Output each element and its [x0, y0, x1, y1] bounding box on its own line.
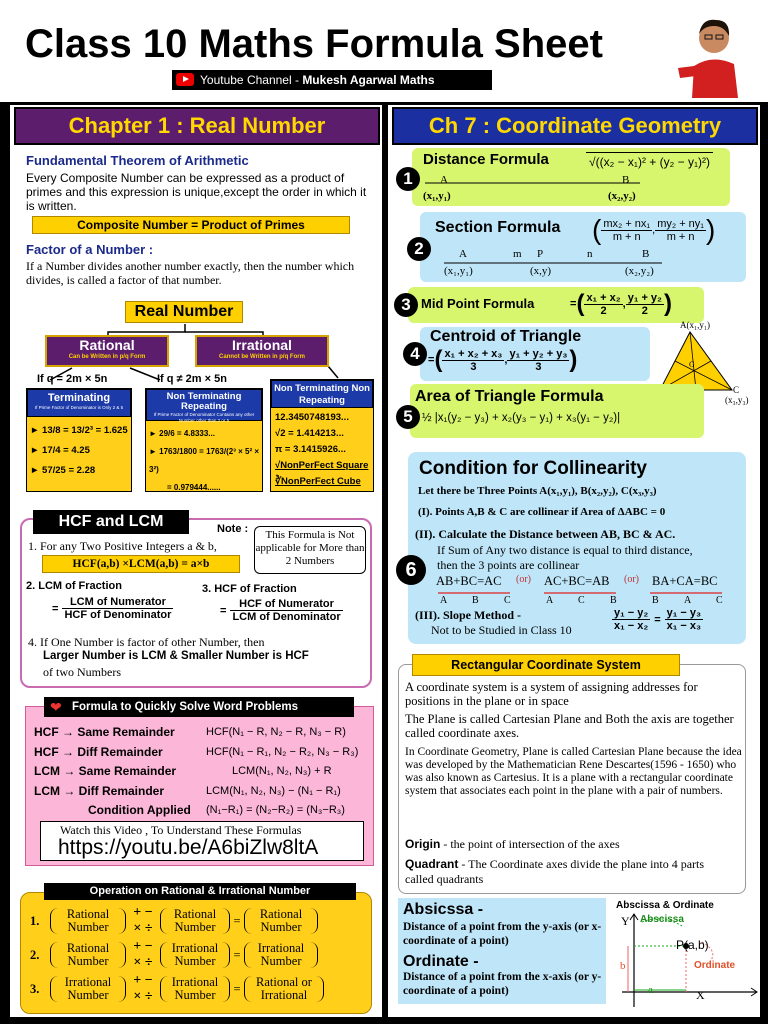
word-row-formula: HCF(N₁ − R₁, N₂ − R₂, N₃ − R₃)	[206, 745, 359, 758]
ntnr-ex: √2 = 1.414213...	[275, 428, 344, 439]
video-link[interactable]: https://youtu.be/A6biZlw8ltA	[58, 836, 319, 859]
terminating-sub: If Prime Factor of Denominator is Only 2 & 5	[34, 405, 124, 410]
collinearity-intro: Let there be Three Points A(x₁,y₁), B(x₂,y₂), C(x₃,y₃)	[418, 485, 657, 497]
section-a-coord: (x₁,y₁)	[444, 265, 473, 277]
word-row	[34, 801, 374, 821]
youtube-channel-bar[interactable]	[172, 70, 492, 90]
rational-label: Rational	[79, 337, 135, 353]
op-b: Irrational Number	[160, 976, 230, 1002]
triangle-a-label: A(x₁,y₁)	[680, 320, 711, 330]
terminating-label: Terminating	[47, 392, 111, 404]
number-badge-2: 2	[407, 237, 431, 261]
rect-p2: The Plane is called Cartesian Plane and Both the axis are together called coordinate axes.	[405, 712, 734, 740]
hcf-lcm-title: HCF and LCM	[33, 510, 189, 534]
colin-letter: B	[652, 595, 659, 606]
origin-text: - the point of intersection of the axes	[440, 837, 620, 851]
colin-eq1: AB+BC=AC	[436, 574, 502, 588]
quadrant-text: - The Coordinate axes divide the plane into 4 parts called quadrants	[405, 857, 705, 886]
hcf-den: LCM of Denominator	[232, 611, 341, 623]
hcf-point-1: 1. For any Two Positive Integers a & b,	[28, 539, 217, 553]
distance-title: Distance Formula	[423, 151, 549, 168]
op-b: Rational Number	[160, 908, 230, 934]
section-pt-p: P	[537, 248, 544, 260]
op-symbols: + − × ÷	[133, 939, 153, 970]
condition-label: Condition Applied	[88, 803, 191, 817]
triangle-c-coord: (x₃,y₃)	[725, 395, 749, 405]
rect-p1: A coordinate system is a system of assigning addresses for positions in the plane or in space	[405, 680, 698, 708]
distance-pt-b: B	[622, 174, 630, 186]
ao-x-label: X	[696, 988, 705, 1002]
op-symbols: + − × ÷	[133, 973, 153, 1004]
ntnr-ex: ∛NonPerFect Cube	[275, 476, 361, 487]
op-r: Rational or Irrational	[244, 976, 324, 1002]
colin-letter: C	[504, 595, 511, 606]
rect-p3: In Coordinate Geometry, Plane is called Cartesian Plane because the idea was developed by the Mathematician Rene Descartes(1596 - 1650) who was also known as Cartesius. It is a plane with a rectangular coordinate system that associates each point in the plane with a pair of numbers.	[405, 746, 742, 797]
triangle-g-label: G	[689, 360, 695, 369]
word-row-formula: HCF(N₁ − R, N₂ − R, N₃ − R)	[206, 726, 346, 738]
irrational-label: Irrational	[232, 337, 292, 353]
number-badge-3: 3	[394, 293, 418, 317]
collinearity-ii-b: then the 3 points are collinear	[437, 558, 580, 572]
origin-line	[405, 837, 745, 852]
note-box: This Formula is Not applicable for More than 2 Numbers	[254, 526, 366, 574]
term-example: ► 13/8 = 13/2³ = 1.625	[30, 425, 128, 436]
section-formula: ( $\frac{\text{mx₂ + nx₁}}{m + n}$ , $\frac{\text{my₂ + ny₁}}{m + n}$ )	[592, 214, 716, 245]
ao-abscissa-label: Abscissa	[640, 914, 684, 925]
ntr-example: ► 29/6 = 4.8333...	[149, 429, 215, 438]
colin-letter: C	[716, 595, 723, 606]
irrational-box	[195, 335, 329, 367]
section-p-coord: (x,y)	[530, 265, 552, 277]
quadrant-label: Quadrant	[405, 857, 459, 871]
heart-icon: ❤	[50, 699, 62, 715]
word-row	[34, 762, 374, 782]
ntnr-ex: 12.3450748193...	[275, 412, 349, 423]
quadrant-line	[405, 857, 725, 887]
op-symbols: + − × ÷	[133, 905, 153, 936]
rational-box	[45, 335, 169, 367]
point-4b: Larger Number is LCM & Smaller Number is HCF	[43, 650, 309, 662]
if-q-not-equal: If q ≠ 2m × 5n	[157, 373, 227, 385]
section-ratio-m: m	[513, 248, 522, 260]
op-num: 2.	[30, 947, 40, 962]
op-r: Irrational Number	[244, 942, 318, 968]
point-4a: 4. If One Number is factor of other Number, then	[28, 635, 265, 649]
op-row: 2. Rational Number + − × ÷ Irrational Number = Irrational Number	[30, 938, 370, 972]
word-row-label: HCF → Diff Remainder	[34, 744, 163, 759]
abscissa-ordinate-diagram	[612, 912, 762, 1012]
section-b-coord: (x₂,y₂)	[625, 265, 654, 277]
factor-heading: Factor of a Number :	[26, 242, 154, 257]
if-q-equal: If q = 2m × 5n	[37, 373, 108, 385]
ntr-examples	[146, 421, 262, 501]
colin-eq2: AC+BC=AB	[544, 574, 610, 588]
midpoint-title: Mid Point Formula	[421, 296, 535, 311]
colin-letter: A	[546, 595, 554, 606]
word-rows	[34, 723, 374, 821]
hcf-fraction-label: 3. HCF of Fraction	[202, 583, 297, 595]
term-ex2: 17/4 = 4.25	[42, 445, 90, 456]
number-badge-4: 4	[403, 342, 427, 366]
ao-ordinate-label: Ordinate	[694, 960, 736, 971]
chapter-7-heading: Ch 7 : Coordinate Geometry	[392, 107, 758, 145]
terminating-card	[26, 388, 132, 492]
word-row-label: LCM → Same Remainder	[34, 764, 177, 778]
word-row-label: LCM → Diff Remainder	[34, 783, 165, 798]
ao-point-label: P(a,b)	[676, 938, 709, 952]
op-a: Irrational Number	[50, 976, 126, 1002]
point-4c: of two Numbers	[43, 665, 121, 679]
hcf-num: HCF of Numerator	[230, 598, 342, 611]
number-badge-5: 5	[396, 405, 420, 429]
word-row-label: HCF → Same Remainder	[34, 725, 175, 739]
ntr-ex2: 1763/1800 = 1763/(2³ × 5² × 3²)	[149, 447, 259, 474]
hcf-fraction-formula: = $\frac{\text{HCF of Numerator}}{\text{LCM of Denominator}}$	[220, 598, 341, 623]
terminating-examples	[27, 417, 131, 485]
op-a: Rational Number	[50, 942, 126, 968]
terminating-header	[27, 389, 131, 417]
colin-letter: B	[610, 595, 617, 606]
op-num: 3.	[30, 981, 40, 996]
midpoint-formula: = ( $\frac{\text{x₁ + x₂}}{2}$ , $\frac{\text{y₁ + y₂}}{2}$ )	[570, 290, 672, 317]
ntr-example: ► 1763/1800 = 1763/(2³ × 5² × 3²)	[149, 447, 259, 474]
term-ex1: 13/8 = 13/2³ = 1.625	[42, 425, 128, 436]
section-pt-a: A	[459, 248, 467, 260]
section-ratio-n: n	[587, 248, 593, 260]
ntnr-ex: π = 3.1415926...	[275, 444, 346, 455]
colin-or: (or)	[516, 574, 531, 585]
area-title: Area of Triangle Formula	[415, 388, 604, 405]
collinearity-equations	[436, 574, 746, 589]
term-example: ► 57/25 = 2.28	[30, 465, 96, 476]
origin-label: Origin	[405, 837, 441, 851]
distance-a-coord: (x₁,y₁)	[423, 190, 451, 202]
collinearity-ii-a: If Sum of Any two distance is equal to third distance,	[437, 543, 693, 557]
op-num: 1.	[30, 913, 40, 928]
colin-eq3: BA+CA=BC	[652, 574, 718, 588]
slope-formula: $\frac{\text{y₁ − y₂}}{\text{x₁ − x₂}}$ = $\frac{\text{y₁ − y₃}}{\text{x₁ − x₃}}$	[614, 607, 702, 632]
section-pt-b: B	[642, 248, 650, 260]
ntr-ex1: 29/6 = 4.8333...	[159, 429, 215, 438]
op-a: Rational Number	[50, 908, 126, 934]
colin-letter: A	[440, 595, 448, 606]
youtube-prefix: Youtube Channel -	[200, 73, 303, 87]
lcm-den: HCF of Denominator	[64, 609, 172, 621]
colin-letter: B	[472, 595, 479, 606]
word-row	[34, 723, 374, 743]
area-formula: ½ |x₁(y₂ − y₃) + x₂(y₃ − y₁) + x₃(y₁ − y₂)|	[422, 412, 621, 424]
composite-tag: Composite Number = Product of Primes	[32, 216, 350, 234]
centroid-formula: = ( $\frac{\text{x₁ + x₂ + x₃}}{3}$ , $\frac{\text{y₁ + y₂ + y₃}}{3}$ )	[428, 346, 578, 373]
collinearity-iii-b: Not to be Studied in Class 10	[431, 623, 572, 637]
factor-text: If a Number divides another number exactly, then the number which divides, is called a factor of that number.	[26, 259, 355, 287]
ntr-header	[146, 389, 262, 421]
rational-sub: Can be Written in p/q Form	[68, 354, 146, 360]
word-row	[34, 743, 374, 763]
collinearity-i: (I). Points A,B & C are collinear if Area of ΔABC = 0	[418, 506, 666, 518]
number-badge-6: 6	[396, 555, 426, 585]
word-row	[34, 782, 374, 802]
collinearity-ii: (II). Calculate the Distance between AB, BC & AC.	[415, 527, 676, 541]
watch-text: Watch this Video , To Understand These Formulas	[60, 823, 302, 837]
condition-formula: (N₁−R₁) = (N₂−R₂) = (N₃−R₃)	[206, 804, 345, 816]
irrational-sub: Cannot be Written in p/q Form	[219, 354, 305, 360]
rect-title: Rectangular Coordinate System	[412, 654, 680, 676]
ntr-sub: If Prime Factor of Denominator Contains any other Number other than 2 or 5	[153, 412, 255, 423]
ao-y-label: Y	[621, 914, 630, 928]
ordinate-title: Ordinate -	[403, 953, 479, 970]
ao-title: Abscissa & Ordinate	[616, 900, 714, 911]
word-row-formula: LCM(N₁, N₂, N₃) − (N₁ − R₁)	[206, 784, 341, 797]
operations-title: Operation on Rational & Irrational Number	[44, 883, 356, 900]
term-example: ► 17/4 = 4.25	[30, 445, 90, 456]
ntr-example: = 0.979444......	[167, 483, 221, 492]
op-r: Rational Number	[244, 908, 318, 934]
op-row: 1. Rational Number + − × ÷ Rational Number = Rational Number	[30, 904, 370, 938]
youtube-icon	[176, 73, 194, 86]
collinearity-title: Condition for Collinearity	[419, 458, 647, 479]
centroid-title: Centroid of Triangle	[430, 328, 582, 345]
number-badge-1: 1	[396, 167, 420, 191]
ordinate-text: Distance of a point from the x-axis (or y-coordinate of a point)	[403, 971, 602, 997]
op-b: Irrational Number	[160, 942, 230, 968]
ntnr-ex: √NonPerFect Square	[275, 460, 369, 471]
word-problem-title: Formula to Quickly Solve Word Problems	[44, 697, 354, 717]
colin-letter: C	[578, 595, 585, 606]
abscissa-text: Distance of a point from the y-axis (or x-coordinate of a point)	[403, 921, 602, 947]
colin-letter: A	[684, 595, 692, 606]
channel-name: Mukesh Agarwal Maths	[302, 73, 435, 87]
hcf-lcm-formula: HCF(a,b) ×LCM(a,b) = a×b	[42, 555, 240, 573]
distance-formula: √((x₂ − x₁)² + (y₂ − y₁)²)	[586, 152, 713, 171]
ao-b-label: b	[620, 960, 626, 972]
note-label: Note :	[217, 523, 249, 535]
chapter-1-heading: Chapter 1 : Real Number	[14, 107, 380, 145]
distance-pt-a: A	[440, 174, 448, 186]
distance-b-coord: (x₂,y₂)	[608, 190, 636, 202]
ntnr-card	[270, 379, 374, 492]
word-row-formula: LCM(N₁, N₂, N₃) + R	[232, 765, 332, 777]
fta-text: Every Composite Number can be expressed as a product of primes and this expression is unique,except the order in which it is written.	[26, 171, 367, 213]
section-title: Section Formula	[435, 219, 561, 236]
lcm-num: LCM of Numerator	[62, 596, 173, 609]
operations-rows	[30, 904, 370, 1006]
term-ex3: 57/25 = 2.28	[42, 465, 96, 476]
lcm-fraction-formula: = $\frac{\text{LCM of Numerator}}{\text{HCF of Denominator}}$	[52, 596, 172, 621]
ntr-label: Non Terminating Repeating	[166, 391, 242, 412]
op-row: 3. Irrational Number + − × ÷ Irrational Number = Rational or Irrational	[30, 972, 370, 1006]
collinearity-iii: (III). Slope Method -	[415, 608, 522, 622]
presenter-avatar	[672, 6, 754, 98]
real-number-box: Real Number	[125, 301, 243, 323]
ntr-card	[145, 388, 263, 492]
lcm-fraction-label: 2. LCM of Fraction	[26, 580, 122, 592]
ao-a-label: a	[648, 984, 653, 996]
distance-line	[420, 178, 650, 188]
ntnr-header: Non Terminating Non Repeating	[271, 380, 373, 408]
triangle-c-label: C	[733, 385, 740, 395]
abscissa-title: Absicssa -	[403, 901, 484, 918]
fta-heading: Fundamental Theorem of Arithmetic	[26, 153, 249, 168]
ntnr-examples	[271, 408, 373, 492]
colin-or: (or)	[624, 574, 639, 585]
page-title: Class 10 Maths Formula Sheet	[25, 22, 603, 66]
